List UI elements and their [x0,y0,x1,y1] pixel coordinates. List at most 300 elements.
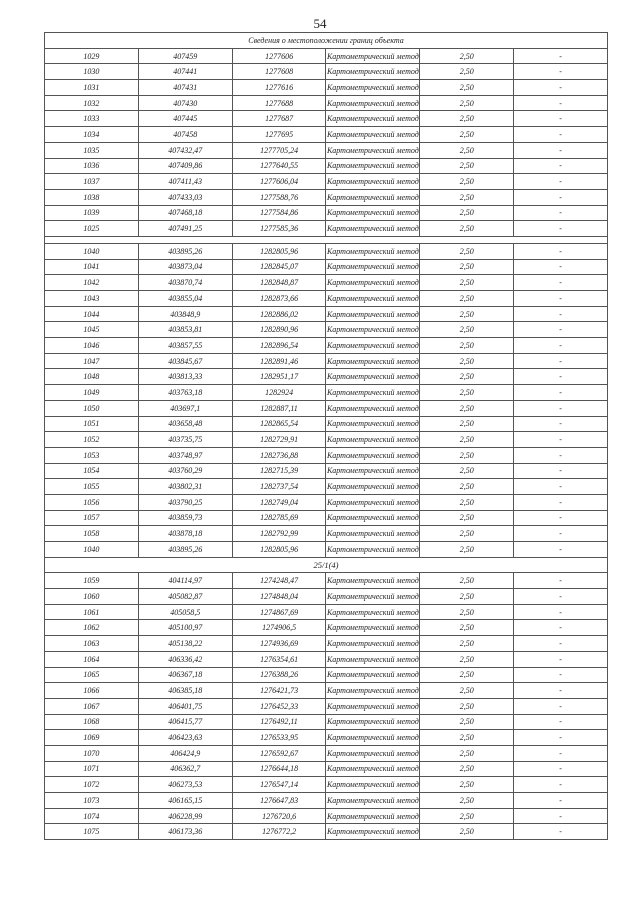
method-cell: Картометрический метод [326,291,420,307]
table-row [45,64,608,80]
method-cell: Картометрический метод [326,369,420,385]
error-value-cell: 2,50 [420,730,514,746]
coord-y-cell: 1274936,69 [232,636,326,652]
method-cell: Картометрический метод [326,80,420,96]
method-cell: Картометрический метод [326,808,420,824]
coord-y-cell: 1282845,07 [232,259,326,275]
coord-y-cell: 1277687 [232,111,326,127]
coord-y-cell: 1282873,66 [232,291,326,307]
method-cell: Картометрический метод [326,158,420,174]
coord-y-cell: 1277640,55 [232,158,326,174]
error-value-cell: 2,50 [420,174,514,190]
table-row [45,275,608,291]
coord-y-cell: 1282792,99 [232,526,326,542]
point-number-cell: 1050 [45,400,139,416]
description-cell: - [514,158,608,174]
coord-x-cell: 406367,18 [138,667,232,683]
error-value-cell: 2,50 [420,573,514,589]
method-cell: Картометрический метод [326,651,420,667]
error-value-cell: 2,50 [420,432,514,448]
error-value-cell: 2,50 [420,221,514,237]
description-cell: - [514,479,608,495]
point-number-cell: 1062 [45,620,139,636]
method-cell: Картометрический метод [326,95,420,111]
coord-x-cell: 407430 [138,95,232,111]
description-cell: - [514,683,608,699]
description-cell: - [514,291,608,307]
error-value-cell: 2,50 [420,526,514,542]
error-value-cell: 2,50 [420,824,514,840]
description-cell: - [514,221,608,237]
coord-x-cell: 403802,31 [138,479,232,495]
point-number-cell: 1030 [45,64,139,80]
coord-y-cell: 1277688 [232,95,326,111]
coord-x-cell: 403857,55 [138,338,232,354]
point-number-cell: 1032 [45,95,139,111]
error-value-cell: 2,50 [420,338,514,354]
description-cell: - [514,542,608,558]
coord-x-cell: 403658,48 [138,416,232,432]
method-cell: Картометрический метод [326,714,420,730]
error-value-cell: 2,50 [420,447,514,463]
method-cell: Картометрический метод [326,400,420,416]
description-cell: - [514,714,608,730]
coord-y-cell: 1276452,33 [232,698,326,714]
point-number-cell: 1054 [45,463,139,479]
table-row [45,604,608,620]
table-row [45,494,608,510]
table-row [45,369,608,385]
description-cell: - [514,510,608,526]
method-cell: Картометрический метод [326,761,420,777]
coord-x-cell: 406273,53 [138,777,232,793]
error-value-cell: 2,50 [420,353,514,369]
coord-y-cell: 1282951,17 [232,369,326,385]
method-cell: Картометрический метод [326,510,420,526]
coord-y-cell: 1276644,18 [232,761,326,777]
coord-x-cell: 403845,67 [138,353,232,369]
error-value-cell: 2,50 [420,494,514,510]
point-number-cell: 1041 [45,259,139,275]
coord-y-cell: 1282737,54 [232,479,326,495]
coord-x-cell: 405082,87 [138,589,232,605]
error-value-cell: 2,50 [420,683,514,699]
description-cell: - [514,447,608,463]
description-cell: - [514,416,608,432]
description-cell: - [514,243,608,259]
method-cell: Картометрический метод [326,745,420,761]
point-number-cell: 1064 [45,651,139,667]
coord-x-cell: 407459 [138,48,232,64]
error-value-cell: 2,50 [420,667,514,683]
point-number-cell: 1073 [45,793,139,809]
table-row [45,127,608,143]
page-number: 54 [313,16,327,31]
coord-y-cell: 1282865,54 [232,416,326,432]
point-number-cell: 1033 [45,111,139,127]
error-value-cell: 2,50 [420,510,514,526]
error-value-cell: 2,50 [420,306,514,322]
error-value-cell: 2,50 [420,385,514,401]
table-row [45,745,608,761]
coord-y-cell: 1277695 [232,127,326,143]
point-number-cell: 1049 [45,385,139,401]
table-row [45,353,608,369]
coord-y-cell: 1282886,02 [232,306,326,322]
description-cell: - [514,174,608,190]
coord-y-cell: 1276547,14 [232,777,326,793]
method-cell: Картометрический метод [326,698,420,714]
error-value-cell: 2,50 [420,808,514,824]
point-number-cell: 1063 [45,636,139,652]
method-cell: Картометрический метод [326,353,420,369]
table-row [45,824,608,840]
coord-x-cell: 407445 [138,111,232,127]
coord-y-cell: 1277705,24 [232,142,326,158]
coord-x-cell: 406336,42 [138,651,232,667]
table-row [45,322,608,338]
description-cell: - [514,127,608,143]
coord-y-cell: 1282890,96 [232,322,326,338]
coord-x-cell: 403878,18 [138,526,232,542]
table-row [45,463,608,479]
error-value-cell: 2,50 [420,158,514,174]
method-cell: Картометрический метод [326,322,420,338]
coord-y-cell: 1282887,11 [232,400,326,416]
method-cell: Картометрический метод [326,683,420,699]
error-value-cell: 2,50 [420,142,514,158]
table-row [45,730,608,746]
coord-x-cell: 405138,22 [138,636,232,652]
coord-y-cell: 1276720,6 [232,808,326,824]
error-value-cell: 2,50 [420,291,514,307]
table-row [45,259,608,275]
coord-x-cell: 407433,03 [138,189,232,205]
coord-y-cell: 1276421,73 [232,683,326,699]
coord-y-cell: 1277584,86 [232,205,326,221]
method-cell: Картометрический метод [326,667,420,683]
coord-y-cell: 1274248,47 [232,573,326,589]
coord-y-cell: 1282805,96 [232,542,326,558]
coord-y-cell: 1282924 [232,385,326,401]
coord-x-cell: 403748,97 [138,447,232,463]
point-number-cell: 1040 [45,243,139,259]
table-row [45,221,608,237]
table-row [45,526,608,542]
coord-x-cell: 406385,18 [138,683,232,699]
method-cell: Картометрический метод [326,338,420,354]
table-row [45,174,608,190]
description-cell: - [514,322,608,338]
table-row [45,142,608,158]
description-cell: - [514,275,608,291]
description-cell: - [514,142,608,158]
error-value-cell: 2,50 [420,400,514,416]
coord-x-cell: 406415,77 [138,714,232,730]
description-cell: - [514,745,608,761]
coord-x-cell: 406423,63 [138,730,232,746]
description-cell: - [514,432,608,448]
description-cell: - [514,698,608,714]
method-cell: Картометрический метод [326,636,420,652]
coord-y-cell: 1276533,95 [232,730,326,746]
coord-x-cell: 403870,74 [138,275,232,291]
table-row [45,793,608,809]
coord-y-cell: 1282785,69 [232,510,326,526]
coord-x-cell: 407441 [138,64,232,80]
table-row [45,158,608,174]
table-row [45,48,608,64]
method-cell: Картометрический метод [326,174,420,190]
coord-x-cell: 403790,25 [138,494,232,510]
table-row [45,651,608,667]
method-cell: Картометрический метод [326,432,420,448]
description-cell: - [514,808,608,824]
point-number-cell: 1053 [45,447,139,463]
coord-x-cell: 403895,26 [138,542,232,558]
table-title: Сведения о местоположении границ объекта [45,33,608,49]
description-cell: - [514,48,608,64]
point-number-cell: 1035 [45,142,139,158]
description-cell: - [514,189,608,205]
error-value-cell: 2,50 [420,651,514,667]
error-value-cell: 2,50 [420,604,514,620]
method-cell: Картометрический метод [326,127,420,143]
table-row [45,400,608,416]
coord-y-cell: 1282891,46 [232,353,326,369]
description-cell: - [514,526,608,542]
method-cell: Картометрический метод [326,604,420,620]
boundary-table [44,32,608,840]
error-value-cell: 2,50 [420,416,514,432]
coord-x-cell: 407468,18 [138,205,232,221]
coord-x-cell: 405058,5 [138,604,232,620]
point-number-cell: 1044 [45,306,139,322]
table-row [45,683,608,699]
description-cell: - [514,636,608,652]
error-value-cell: 2,50 [420,275,514,291]
table-row [45,714,608,730]
method-cell: Картометрический метод [326,824,420,840]
method-cell: Картометрический метод [326,494,420,510]
table-row [45,189,608,205]
coord-x-cell: 403697,1 [138,400,232,416]
point-number-cell: 1048 [45,369,139,385]
point-number-cell: 1042 [45,275,139,291]
description-cell: - [514,338,608,354]
method-cell: Картометрический метод [326,479,420,495]
coord-x-cell: 403895,26 [138,243,232,259]
table-header-row [45,33,608,49]
description-cell: - [514,259,608,275]
method-cell: Картометрический метод [326,463,420,479]
table-row [45,432,608,448]
description-cell: - [514,494,608,510]
description-cell: - [514,80,608,96]
description-cell: - [514,761,608,777]
point-number-cell: 1051 [45,416,139,432]
error-value-cell: 2,50 [420,463,514,479]
point-number-cell: 1066 [45,683,139,699]
table-row [45,667,608,683]
section-label: 25/1(4) [45,557,608,573]
error-value-cell: 2,50 [420,127,514,143]
table-row [45,338,608,354]
point-number-cell: 1055 [45,479,139,495]
coord-y-cell: 1276647,83 [232,793,326,809]
method-cell: Картометрический метод [326,447,420,463]
error-value-cell: 2,50 [420,777,514,793]
error-value-cell: 2,50 [420,589,514,605]
table-row [45,291,608,307]
coord-x-cell: 403873,04 [138,259,232,275]
point-number-cell: 1025 [45,221,139,237]
coord-y-cell: 1276388,26 [232,667,326,683]
coord-x-cell: 406362,7 [138,761,232,777]
table-row [45,447,608,463]
error-value-cell: 2,50 [420,243,514,259]
coord-x-cell: 403848,9 [138,306,232,322]
table-row [45,510,608,526]
description-cell: - [514,463,608,479]
table-row [45,416,608,432]
point-number-cell: 1074 [45,808,139,824]
description-cell: - [514,353,608,369]
error-value-cell: 2,50 [420,64,514,80]
description-cell: - [514,604,608,620]
table-row [45,620,608,636]
method-cell: Картометрический метод [326,620,420,636]
coord-x-cell: 407411,43 [138,174,232,190]
description-cell: - [514,64,608,80]
point-number-cell: 1046 [45,338,139,354]
coord-y-cell: 1282848,87 [232,275,326,291]
method-cell: Картометрический метод [326,189,420,205]
error-value-cell: 2,50 [420,80,514,96]
table-row [45,698,608,714]
point-number-cell: 1070 [45,745,139,761]
coord-x-cell: 407432,47 [138,142,232,158]
method-cell: Картометрический метод [326,142,420,158]
point-number-cell: 1052 [45,432,139,448]
error-value-cell: 2,50 [420,205,514,221]
coord-x-cell: 406401,75 [138,698,232,714]
method-cell: Картометрический метод [326,243,420,259]
coord-x-cell: 403735,75 [138,432,232,448]
coord-x-cell: 403813,33 [138,369,232,385]
description-cell: - [514,651,608,667]
point-number-cell: 1045 [45,322,139,338]
error-value-cell: 2,50 [420,322,514,338]
error-value-cell: 2,50 [420,369,514,385]
error-value-cell: 2,50 [420,620,514,636]
coord-y-cell: 1276772,2 [232,824,326,840]
coord-y-cell: 1282805,96 [232,243,326,259]
description-cell: - [514,620,608,636]
coord-x-cell: 406424,9 [138,745,232,761]
coord-x-cell: 405100,97 [138,620,232,636]
error-value-cell: 2,50 [420,761,514,777]
table-row [45,243,608,259]
table-row [45,761,608,777]
coord-y-cell: 1277588,76 [232,189,326,205]
point-number-cell: 1036 [45,158,139,174]
description-cell: - [514,111,608,127]
error-value-cell: 2,50 [420,714,514,730]
coord-y-cell: 1277608 [232,64,326,80]
description-cell: - [514,667,608,683]
coord-x-cell: 403853,81 [138,322,232,338]
method-cell: Картометрический метод [326,385,420,401]
table-row [45,589,608,605]
description-cell: - [514,205,608,221]
description-cell: - [514,95,608,111]
coord-y-cell: 1277585,36 [232,221,326,237]
coord-y-cell: 1277616 [232,80,326,96]
point-number-cell: 1043 [45,291,139,307]
coord-y-cell: 1276592,67 [232,745,326,761]
description-cell: - [514,385,608,401]
coord-y-cell: 1274867,69 [232,604,326,620]
method-cell: Картометрический метод [326,306,420,322]
point-number-cell: 1047 [45,353,139,369]
point-number-cell: 1040 [45,542,139,558]
error-value-cell: 2,50 [420,636,514,652]
coord-x-cell: 403763,18 [138,385,232,401]
method-cell: Картометрический метод [326,589,420,605]
table-row [45,479,608,495]
point-number-cell: 1029 [45,48,139,64]
error-value-cell: 2,50 [420,542,514,558]
description-cell: - [514,573,608,589]
point-number-cell: 1072 [45,777,139,793]
point-number-cell: 1065 [45,667,139,683]
error-value-cell: 2,50 [420,793,514,809]
coord-y-cell: 1282749,04 [232,494,326,510]
description-cell: - [514,400,608,416]
point-number-cell: 1060 [45,589,139,605]
description-cell: - [514,730,608,746]
table-row [45,205,608,221]
point-number-cell: 1058 [45,526,139,542]
error-value-cell: 2,50 [420,189,514,205]
method-cell: Картометрический метод [326,111,420,127]
method-cell: Картометрический метод [326,259,420,275]
coord-x-cell: 406228,99 [138,808,232,824]
point-number-cell: 1059 [45,573,139,589]
method-cell: Картометрический метод [326,573,420,589]
method-cell: Картометрический метод [326,777,420,793]
section-row [45,557,608,573]
method-cell: Картометрический метод [326,64,420,80]
coord-y-cell: 1276354,61 [232,651,326,667]
method-cell: Картометрический метод [326,221,420,237]
coord-x-cell: 403859,73 [138,510,232,526]
error-value-cell: 2,50 [420,259,514,275]
coord-x-cell: 404114,97 [138,573,232,589]
point-number-cell: 1075 [45,824,139,840]
error-value-cell: 2,50 [420,479,514,495]
table-row [45,636,608,652]
method-cell: Картометрический метод [326,48,420,64]
point-number-cell: 1068 [45,714,139,730]
table-row [45,385,608,401]
coord-y-cell: 1277606,04 [232,174,326,190]
description-cell: - [514,306,608,322]
table-row [45,80,608,96]
coord-x-cell: 403760,29 [138,463,232,479]
table-row [45,542,608,558]
